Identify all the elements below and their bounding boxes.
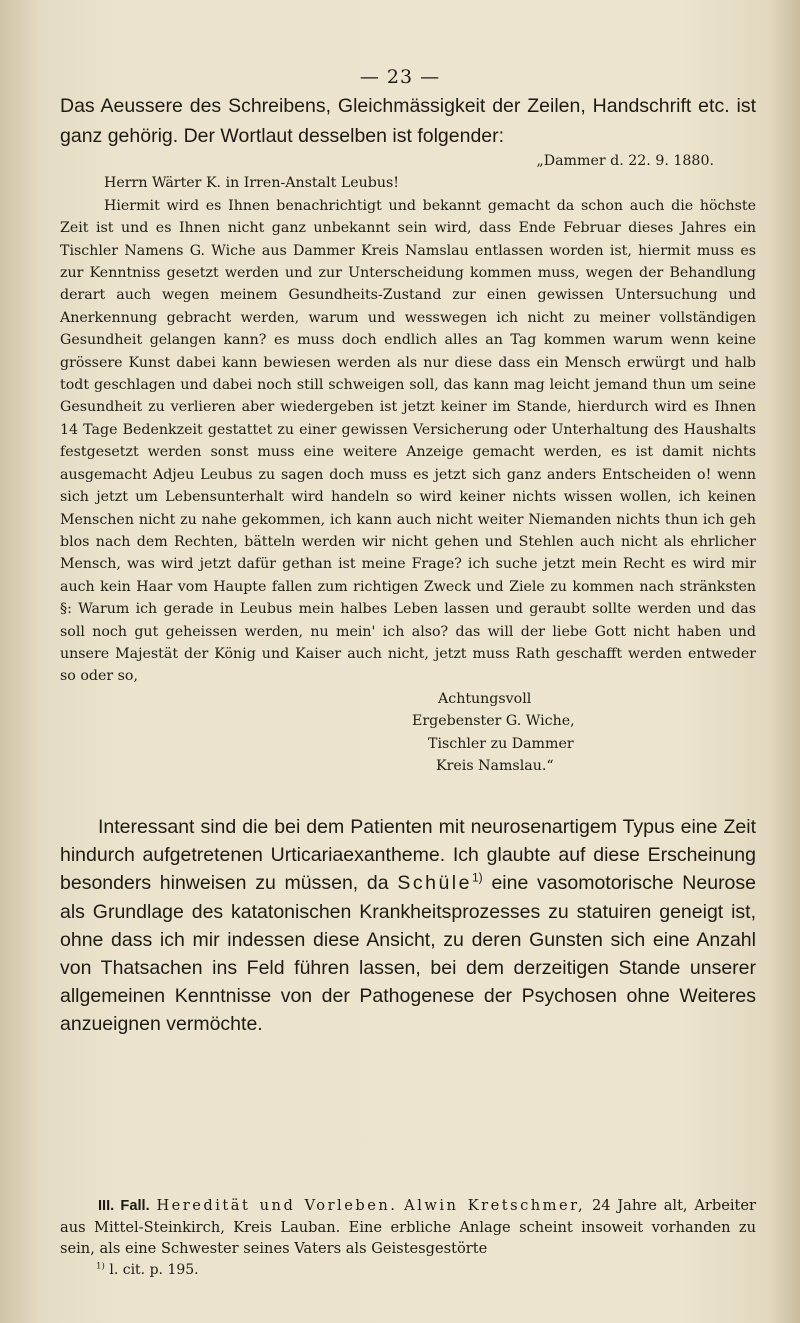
footnote-reference: 1)	[471, 870, 483, 885]
letter-body: Hiermit wird es Ihnen benachrichtigt und bekannt gemacht da schon auch die höchste Zeit ist und es Ihnen nicht ganz unbekannt sein wird, dass Ende Februar dieses Jahres ein Tischler Namens G. Wiche aus Dammer Kreis Namslau entlassen worden ist, hiermit muss es zur Kenntniss gesetzt werden und zur Unterscheidung kommen muss, wegen der Behandlung derart auch wegen meinem Gesundheits-Zustand zur einen gewissen Untersuchung und Anerkennung gebracht werden, warum und wesswegen ich nicht zu meiner vollständigen Gesundheit gelangen kann? es muss doch endlich alles an Tag kommen warum wenn keine grössere Kunst dabei kann bewiesen werden als nur diese dass ein Mensch erwürgt und halb todt geschlagen und dabei noch still schweigen soll, das kann mag leicht jemand thun um seine Gesundheit zu verlieren aber wiedergeben ist jetzt keiner im Stande, hierdurch wird es Ihnen 14 Tage Bedenkzeit gestattet zu einer gewissen Versicherung oder Unterhaltung des Haushalts festgesetzt werden sonst muss eine weitere Anzeige gemacht werden, es ist damit nichts ausgemacht Adjeu Leubus zu sagen doch muss es jetzt sich ganz anders Entscheiden o! wenn sich jetzt um Lebensunterhalt wird handeln so wird keiner nichts wissen wollen, ich keinen Menschen nicht zu nahe gekommen, ich kann auch nicht weiter Niemanden nichts thun ich geh blos nach dem Rechten, bätteln werden wir nicht gehen und Stehlen auch nicht als ehrlicher Mensch, was wird jetzt dafür gethan ist meine Frage? ich suche jetzt mein Recht es wird mir auch kein Haar vom Haupte fallen zum richtigen Zweck und Ziele zu kommen nach stränksten §: Warum ich gerade in Leubus mein halbes Leben lassen und geraubt sollte werden und das soll noch gut geheissen werden, nu mein' ich also? das will der liebe Gott nicht haben und unsere Majestät der König und Kaiser auch nicht, jetzt muss Rath geschafft werden entweder so oder so,	[60, 197, 756, 685]
intro-paragraph: Das Aeussere des Schreibens, Gleichmässigkeit der Zeilen, Handschrift etc. ist ganz gehörig. Der Wortlaut desselben ist folgender:	[60, 95, 756, 147]
main-paragraph-part-2: eine vasomotorische Neurose als Grundlage des katatonischen Krankheitsprozesses zu statuiren geneigt ist, ohne dass ich mir indessen diese Ansicht, zu deren Gunsten sich eine Anzahl von Thatsachen ins Feld führen lassen, bei dem derzeitigen Stande unserer allgemeinen Kenntnisse von der Pathogenese der Psychosen ohne Weiteres anzueignen vermöchte.	[60, 872, 756, 1036]
case-label: III. Fall.	[98, 1198, 150, 1214]
letter-signature: Ergebenster G. Wiche,	[412, 713, 575, 730]
letter-date: „Dammer d. 22. 9. 1880.	[536, 153, 714, 169]
letter-signature-district: Kreis Namslau.“	[436, 757, 554, 774]
letter-closing: Achtungsvoll	[438, 690, 532, 707]
page-number: — 23 —	[359, 66, 441, 88]
quoted-letter	[60, 150, 756, 777]
main-paragraph-part-1: Interessant sind die bei dem Patienten mit neurosenartigem Typus eine Zeit hindurch aufgetretenen Urticariaexantheme. Ich glaubte auf diese Erscheinung besonders hinweisen zu müssen, da	[60, 816, 756, 895]
letter-salutation: Herrn Wärter K. in Irren-Anstalt Leubus!	[104, 175, 399, 192]
letter-signature-occupation: Tischler zu Dammer	[428, 735, 574, 752]
main-paragraph	[60, 813, 756, 1039]
patient-name: Alwin Kretschmer,	[404, 1197, 586, 1214]
footnote	[96, 1262, 199, 1278]
case-heading: Heredität und Vorleben.	[156, 1197, 398, 1214]
author-name: Schüle	[397, 872, 472, 895]
case-paragraph	[60, 1195, 756, 1259]
footnote-text: l. cit. p. 195.	[109, 1262, 199, 1278]
footnote-mark: 1)	[96, 1261, 105, 1272]
case-text: 24 Jahre alt, Arbeiter aus Mittel-Steinkirch, Kreis Lauban. Eine erbliche Anlage scheint insoweit vorhanden zu sein, als eine Schwester seines Vaters als Geistesgestörte	[60, 1197, 757, 1257]
